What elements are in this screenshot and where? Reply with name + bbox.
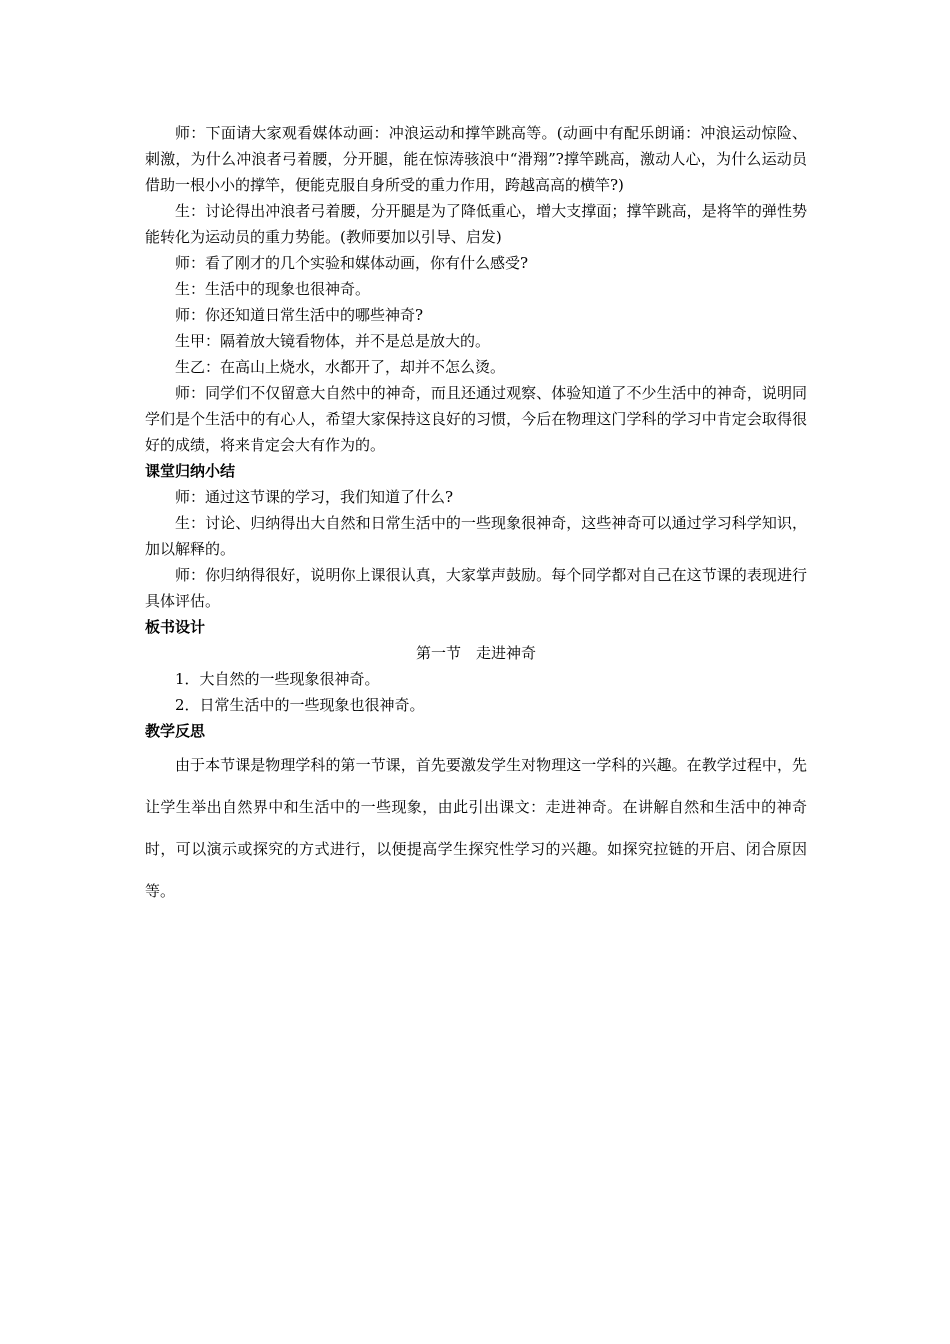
board-heading: 板书设计 [145, 618, 206, 636]
paragraph: 师：下面请大家观看媒体动画：冲浪运动和撑竿跳高等。(动画中有配乐朗诵：冲浪运动惊险、刺激，为什么冲浪者弓着腰，分开腿，能在惊涛骇浪中“滑翔”?撑竿跳高，激动人心，为什么运动员借助一根小小的撑竿，便能克服自身所受的重力作用，跨越高高的横竿?) [145, 124, 807, 194]
summary-paragraph: 师：你归纳得很好，说明你上课很认真，大家掌声鼓励。每个同学都对自己在这节课的表现进行具体评估。 [145, 566, 807, 610]
summary-paragraph: 师：通过这节课的学习，我们知道了什么? [175, 488, 454, 506]
summary-heading: 课堂归纳小结 [145, 462, 236, 480]
summary-paragraph: 生：讨论、归纳得出大自然和日常生活中的一些现象很神奇，这些神奇可以通过学习科学知识，加以解释的。 [145, 514, 807, 558]
board-item: 1．大自然的一些现象很神奇。 [175, 670, 380, 688]
board-item: 2．日常生活中的一些现象也很神奇。 [175, 696, 425, 714]
paragraph: 师：同学们不仅留意大自然中的神奇，而且还通过观察、体验知道了不少生活中的神奇，说明同学们是个生活中的有心人，希望大家保持这良好的习惯，今后在物理这门学科的学习中肯定会取得很好的成绩，将来肯定会大有作为的。 [145, 384, 807, 454]
reflection-heading: 教学反思 [145, 722, 206, 740]
paragraph: 生甲：隔着放大镜看物体，并不是总是放大的。 [175, 332, 491, 350]
paragraph: 生：讨论得出冲浪者弓着腰，分开腿是为了降低重心，增大支撑面；撑竿跳高，是将竿的弹性势能转化为运动员的重力势能。(教师要加以引导、启发) [145, 202, 807, 246]
paragraph: 师：看了刚才的几个实验和媒体动画，你有什么感受? [175, 254, 529, 272]
paragraph: 生：生活中的现象也很神奇。 [175, 280, 371, 298]
paragraph: 师：你还知道日常生活中的哪些神奇? [175, 306, 424, 324]
reflection-paragraph: 由于本节课是物理学科的第一节课，首先要激发学生对物理这一学科的兴趣。在教学过程中，先让学生举出自然界中和生活中的一些现象，由此引出课文：走进神奇。在讲解自然和生活中的神奇时，可以演示或探究的方式进行，以便提高学生探究性学习的兴趣。如探究拉链的开启、闭合原因等。 [145, 756, 807, 900]
paragraph: 生乙：在高山上烧水，水都开了，却并不怎么烫。 [175, 358, 506, 376]
board-title: 第一节 走进神奇 [415, 644, 536, 662]
document-body [145, 120, 807, 912]
